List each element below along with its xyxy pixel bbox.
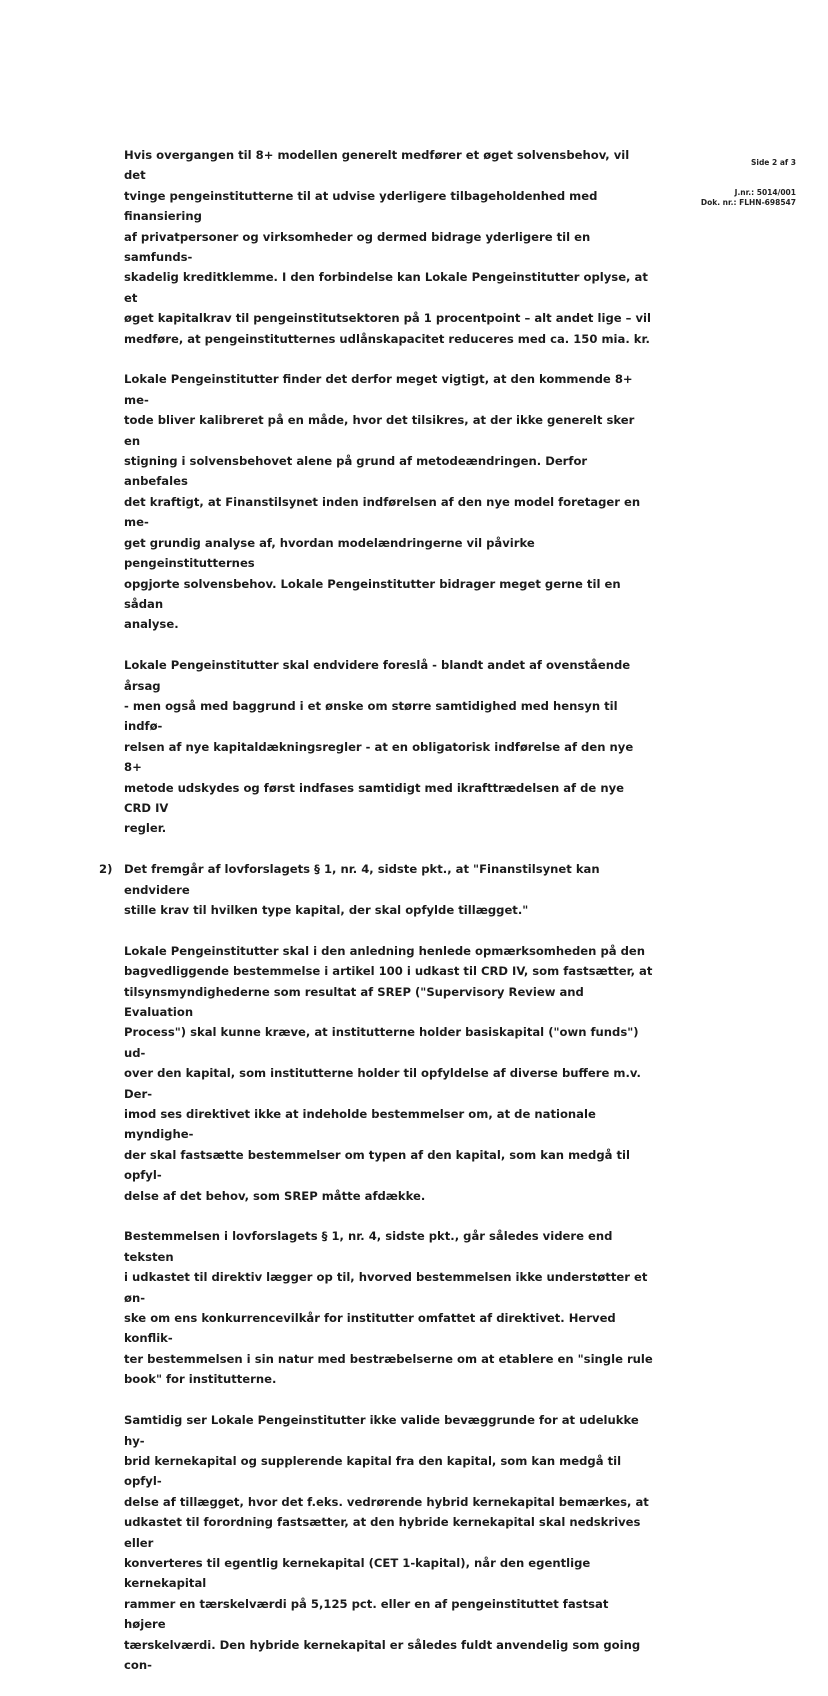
document-reference-sidebar (672, 158, 796, 208)
text-line: Det fremgår af lovforslagets § 1, nr. 4, sidste pkt., at "Finanstilsynet kan endvidere (124, 862, 600, 897)
journal-number: J.nr.: 5014/001 (734, 188, 796, 197)
text-line: regler. (124, 821, 167, 836)
text-line: ske om ens konkurrencevilkår for institutter omfattet af direktivet. Herved konflik- (124, 1311, 616, 1346)
text-line: Process") skal kunne kræve, at institutterne holder basiskapital ("own funds") ud- (124, 1025, 639, 1060)
text-line: Lokale Pengeinstitutter skal endvidere foreslå - blandt andet af ovenstående årsag (124, 658, 631, 693)
letter-body (99, 145, 654, 1696)
text-line: stille krav til hvilken type kapital, der skal opfylde tillægget." (124, 902, 529, 917)
document-number: Dok. nr.: FLHN-698547 (700, 198, 796, 207)
paragraph (124, 1226, 654, 1389)
text-line: tilsynsmyndighederne som resultat af SREP ("Supervisory Review and Evaluation (124, 984, 584, 1019)
text-line: get grundig analyse af, hvordan modelændringerne vil påvirke pengeinstitutternes (124, 535, 535, 571)
text-line: delse af tillægget, hvor det f.eks. vedrørende hybrid kernekapital bemærkes, at (124, 1494, 649, 1509)
text-line: i udkastet til direktiv lægger op til, hvorved bestemmelsen ikke understøtter et øn- (124, 1270, 648, 1305)
text-line: - men også med baggrund i et ønske om større samtidighed med hensyn til indfø- (124, 698, 618, 734)
text-line: relsen af nye kapitaldækningsregler - at en obligatorisk indførelse af den nye 8+ (124, 739, 634, 775)
text-line: Lokale Pengeinstitutter finder det derfor meget vigtigt, at den kommende 8+ me- (124, 372, 633, 407)
text-line: stigning i solvensbehovet alene på grund af metodeændringen. Derfor anbefales (124, 454, 588, 489)
numbered-item-2 (99, 859, 654, 920)
page-number: Side 2 af 3 (750, 158, 796, 167)
text-line: medføre, at pengeinstitutternes udlånskapacitet reduceres med ca. 150 mia. kr. (124, 331, 650, 346)
text-line: book" for institutterne. (124, 1372, 277, 1387)
paragraph (124, 369, 654, 634)
text-line: over den kapital, som institutterne holder til opfyldelse af diverse buffere m.v. Der- (124, 1066, 641, 1101)
text-line: Lokale Pengeinstitutter skal i den anledning henlede opmærksomheden på den (124, 943, 646, 958)
text-line: rammer en tærskelværdi på 5,125 pct. eller en af pengeinstituttet fastsat højere (124, 1596, 609, 1632)
text-line: tvinge pengeinstitutterne til at udvise yderligere tilbageholdenhed med finansiering (124, 188, 598, 224)
text-line: bagvedliggende bestemmelse i artikel 100 i udkast til CRD IV, som fastsætter, at (124, 964, 653, 979)
text-line: skadelig kreditklemme. I den forbindelse kan Lokale Pengeinstitutter oplyse, at et (124, 270, 648, 305)
text-line: af privatpersoner og virksomheder og dermed bidrage yderligere til en samfunds- (124, 229, 591, 265)
text-line: Bestemmelsen i lovforslagets § 1, nr. 4, sidste pkt., går således videre end teksten (124, 1229, 613, 1264)
paragraph (124, 941, 654, 1206)
text-line: udkastet til forordning fastsætter, at den hybride kernekapital skal nedskrives eller (124, 1515, 641, 1550)
item-number: 2) (99, 862, 113, 877)
text-line: tode bliver kalibreret på en måde, hvor det tilsikres, at der ikke generelt sker en (124, 413, 635, 448)
text-line: brid kernekapital og supplerende kapital fra den kapital, som kan medgå til opfyl- (124, 1453, 622, 1489)
text-line: konverteres til egentlig kernekapital (CET 1-kapital), når den egentlige kernekapital (124, 1555, 591, 1591)
text-line: delse af det behov, som SREP måtte afdække. (124, 1188, 426, 1203)
paragraph (124, 1410, 654, 1675)
text-line: Hvis overgangen til 8+ modellen generelt medfører et øget solvensbehov, vil det (124, 148, 630, 183)
text-line: Samtidig ser Lokale Pengeinstitutter ikke valide bevæggrunde for at udelukke hy- (124, 1413, 639, 1448)
text-line: øget kapitalkrav til pengeinstitutsektoren på 1 procentpoint – alt andet lige – vil (124, 311, 651, 326)
paragraph (124, 145, 654, 349)
text-line: ter bestemmelsen i sin natur med bestræbelserne om at etablere en "single rule (124, 1351, 653, 1366)
text-line: analyse. (124, 617, 179, 632)
text-line: det kraftigt, at Finanstilsynet inden indførelsen af den nye model foretager en me- (124, 494, 641, 530)
text-line: tærskelværdi. Den hybride kernekapital er således fuldt anvendelig som going con- (124, 1637, 641, 1672)
text-line: metode udskydes og først indfases samtidigt med ikrafttrædelsen af de nye CRD IV (124, 780, 625, 815)
text-line: opgjorte solvensbehov. Lokale Pengeinstitutter bidrager meget gerne til en sådan (124, 576, 621, 611)
text-line: imod ses direktivet ikke at indeholde bestemmelser om, at de nationale myndighe- (124, 1107, 596, 1142)
text-line: der skal fastsætte bestemmelser om typen af den kapital, som kan medgå til opfyl- (124, 1147, 630, 1183)
paragraph (124, 655, 654, 839)
